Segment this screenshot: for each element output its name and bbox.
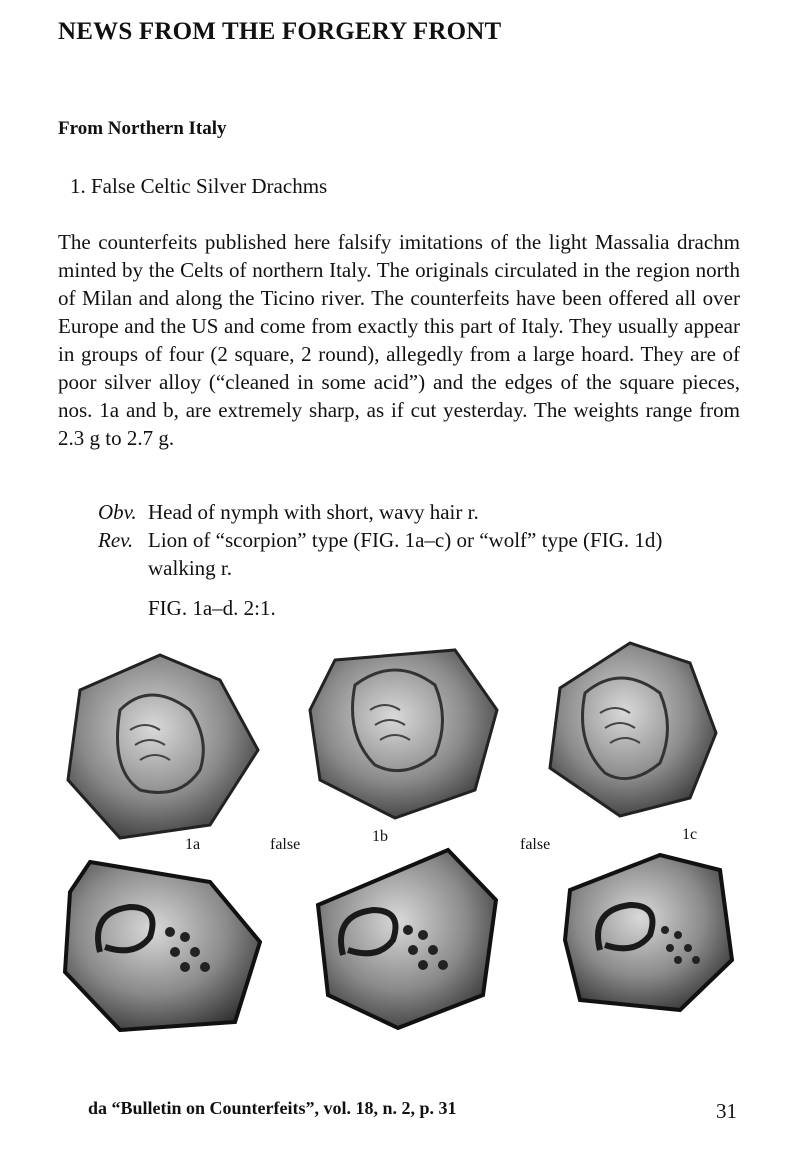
obverse-row [98, 498, 718, 526]
source-footer: da “Bulletin on Counterfeits”, vol. 18, n. 2, p. 31 [88, 1098, 457, 1118]
false-label: false [270, 836, 301, 853]
coin-photo-1a-reverse [60, 852, 262, 1032]
coin-photo-1c-reverse [560, 850, 735, 1015]
subsection-heading: 1. False Celtic Silver Drachms [70, 174, 328, 198]
reverse-row [98, 526, 718, 582]
page-number: 31 [716, 1099, 737, 1123]
figure-label-1c: 1c [682, 826, 698, 843]
coin-photo-1c-obverse [540, 638, 718, 818]
figure-caption: FIG. 1a–d. 2:1. [148, 596, 276, 620]
body-paragraph: The counterfeits published here falsify imitations of the light Massalia drachm minted by the Celts of northern Italy. The originals circulated in the region north of Milan and along the Ticino river. The counterfeits have been offered all over Europe and the US and come from exactly this part of Italy. They usually appear in groups of four (2 square, 2 round), allegedly from a large hoard. They are of poor silver alloy (“cleaned in some acid”) and the edges of the square pieces, nos. 1a and b, are extremely sharp, as if cut yesterday. The weights range from 2.3 g to 2.7 g. [58, 230, 740, 450]
coin-photo-1a-obverse [60, 650, 260, 842]
section-heading: From Northern Italy [58, 118, 227, 139]
coin-description [98, 498, 718, 622]
false-label: false [520, 836, 551, 853]
obverse-text: Head of nymph with short, wavy hair r. [148, 500, 479, 524]
reverse-label: Rev. [98, 528, 134, 552]
page-title: NEWS FROM THE FORGERY FRONT [58, 18, 502, 45]
coin-photo-1b-reverse [308, 845, 498, 1030]
figure-label-1a: 1a [185, 836, 201, 853]
coin-photo-1b-obverse [305, 640, 500, 820]
figure-label-1b: 1b [372, 828, 388, 845]
obverse-label: Obv. [98, 500, 137, 524]
reverse-text: Lion of “scorpion” type (FIG. 1a–c) or “wolf” type (FIG. 1d) walking r. [148, 528, 663, 580]
